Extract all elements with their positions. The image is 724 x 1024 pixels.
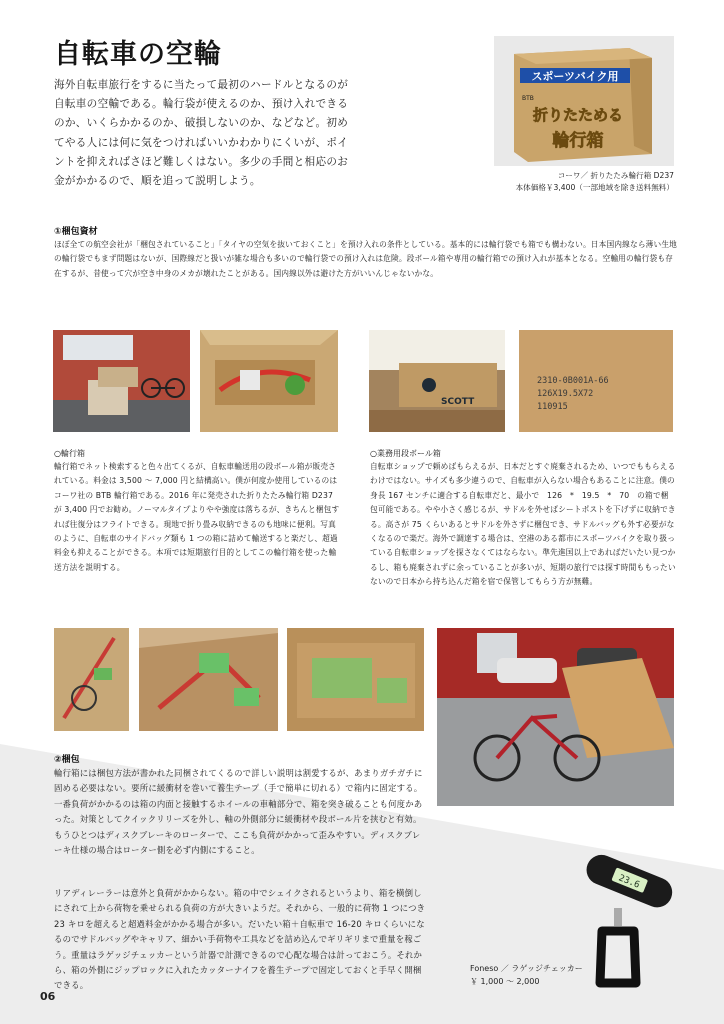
intro-paragraph: 海外自転車旅行をするに当たって最初のハードルとなるのが自転車の空輸である。輪行袋が使えるのか、預け入れできるのか、いくらかかるのか、破損しないのか、などなど。初めてやる人には何に気をつければいいかわかりにくいが、ポイントを抑えればさほど難しくはない。多少の手間と相応のお金がかかるので、順を追って説明しよう。 (54, 79, 349, 188)
box-label-code2: 126X19.5X72 (537, 389, 594, 399)
box-print-line2: 折りたためる (532, 106, 624, 124)
section1-heading: ①梱包資材 (54, 227, 98, 237)
box-label-code1: 2310-0B001A-66 (537, 376, 609, 386)
rinkobako-heading: ○輪行箱 (54, 449, 85, 458)
box-print-brand: BTB (522, 95, 534, 102)
page-title: 自転車の空輪 (54, 39, 222, 70)
photo-packing-1 (54, 628, 129, 731)
box-print-line1: スポーツバイク用 (531, 70, 619, 83)
photo-scott-box-room (369, 330, 505, 432)
photo-packing-2 (139, 628, 278, 731)
photo-box-label-closeup (519, 330, 673, 432)
gyomu-body: 自転車ショップで頼めばもらえるが、日本だとすぐ廃棄されるため、いつでももらえるわけではない。サイズも多少違うので、自転車が入らない場合もあることに注意。僕の身長 167 センチに適合する自転車だと、最小で 126 * 19.5 * 70 の箱で梱包可能である。やや小さく感じるが、サドルを外せばシートポストを下げずに収納できる。高さが 75 くらいあるとサドルを外さずに梱包でき、サドルバッグも外す必要がなくなるので楽だ。海外で調達する場合は、空港のある都市にスポーツバイクを取り扱っている自転車ショップを探さなくてはならない。準先進国以上であればだいたい見つかるし、箱も廃棄されずに余っていることが多いが、短期の旅行では探す時間ももったいないので日本から持ち込んだ箱を宿で保管してもらう方が無難。 (370, 462, 676, 587)
scott-brand-text: SCOTT (441, 397, 475, 407)
box-caption-line1: コーワ／ 折りたたみ輪行箱 D237 (557, 171, 674, 180)
section2-body1: 輪行箱には梱包方法が書かれた同梱されてくるので詳しい説明は割愛するが、あまりガチガチに固める必要はない。要所に緩衝材を巻いて養生テープ（手で簡単に切れる）で箱内に固定する。一番負荷がかかるのは箱の内面と接触するホイールの車軸部分で、箱を突き破ることも何度かあった。対策としてクイックリリーズを外し、軸の外側部分に緩衝材や段ボール片を挟むと有効。もうひとつはディスクブレーキのローターで、ここも負荷がかかって歪みやすい。ディスクブレーキ仕様の場合はローター側を必ず内側にすること。 (54, 768, 423, 856)
bike-box-product-photo (494, 36, 674, 166)
section2-body2: リアディレーラーは意外と負荷がかからない。箱の中でシェイクされるというより、箱を横倒しにされて上から荷物を乗せられる負荷の方が大きいようだ。それから、一般的に荷物 1 つにつき 23 キロを超えると超過料金がかかる場合が多い。だいたい箱＋自転車で 16-20 キロくらいになるのでサドルバッグやキャリア、細かい手荷物や工具などを詰め込んでギリギリまで重量を稼ごう。重量はラゲッジチェッカーという計器で計測できるので心配な場合は計っておこう。それから、箱の外側にジップロックに入れたカッターナイフを養生テープで固定しておくと手早く開梱できる。 (54, 888, 426, 991)
luggage-scale-photo (574, 853, 680, 993)
scale-display-text: 23.6 (617, 873, 641, 891)
photo-bike-in-box-top (200, 330, 338, 432)
gyomu-heading: ○業務用段ボール箱 (370, 449, 441, 458)
photo-packing-3 (287, 628, 424, 731)
scale-caption-line2: ￥ 1,000 ～ 2,000 (470, 977, 540, 986)
box-label-code3: 110915 (537, 402, 568, 412)
section1-body: ほぼ全ての航空会社が「梱包されていること」「タイヤの空気を抜いておくこと」を預け入れの条件としている。基本的には輪行袋でも箱でも構わない。日本国内線なら薄い生地の輪行袋でもまず問題はないが、国際線だと扱いが雑な場合も多いので輪行袋での預け入れは危険。段ボール箱や専用の輪行箱での預け入れが基本となる。空輸用の輪行袋も存在するが、昔使って穴が空き中身のメカが壊れたことがある。国内線以外は避けた方がいいんじゃないかな。 (54, 240, 678, 278)
box-caption-line2: 本体価格￥3,400（一部地域を除き送料無料） (515, 183, 674, 192)
photo-bike-boxes-outdoor (53, 330, 190, 432)
photo-bike-with-box-street (437, 628, 674, 806)
scale-caption (470, 962, 583, 988)
scale-caption-line1: Foneso ／ ラゲッジチェッカー (470, 964, 583, 973)
page-number: 06 (40, 990, 56, 1003)
box-print-line3: 輪行箱 (552, 131, 604, 151)
section2-heading: ②梱包 (54, 755, 80, 765)
rinkobako-body: 輪行箱でネット検索すると色々出てくるが、自転車輸送用の段ボール箱が販売されている。料金は 3,500 ～ 7,000 円と結構高い。僕が何度か使用しているのはコーワ社の BTB 輪行箱である。2016 年に発売された折りたたみ輪行箱 D237が 3,400 円でお勧め。ノーマルタイプよりやや強度は落ちるが、きちんと梱包すれば往復分はフライトできる。現地で折り畳み収納できるのも地味に便利。写真のように、自転車のサイドバッグ類も 1 つの箱に詰めて輸送すると楽だし、超過料金も抑えることができる。本項では短期旅行目的としてこの輪行箱を使った輸送方法を説明する。 (54, 462, 340, 572)
box-caption (516, 170, 674, 194)
